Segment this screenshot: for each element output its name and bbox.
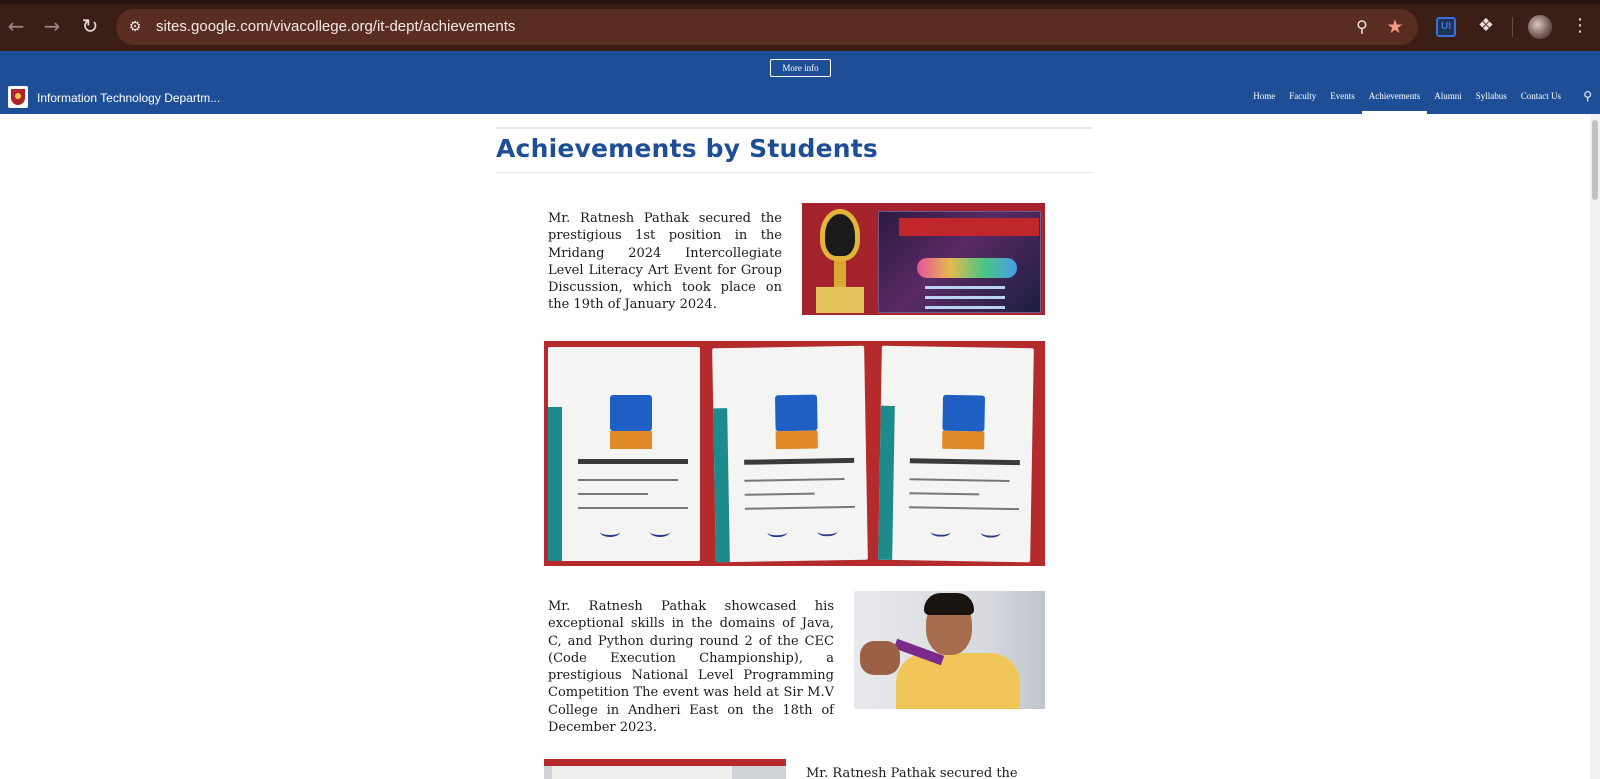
certificate-title xyxy=(578,459,688,464)
extension-ui-icon[interactable]: UI xyxy=(1436,17,1456,37)
mridang-logo xyxy=(917,258,1017,278)
certificate-line xyxy=(578,493,648,495)
more-info-button[interactable]: More info xyxy=(770,59,831,77)
college-logo[interactable] xyxy=(8,86,28,108)
certificate-line xyxy=(925,296,1005,299)
certificate-title xyxy=(744,458,854,465)
kebab-menu-icon[interactable]: ⋮ xyxy=(1571,15,1589,36)
cec-logo xyxy=(942,395,985,432)
extensions-puzzle-icon[interactable]: ❖ xyxy=(1477,15,1495,36)
certificate-line xyxy=(744,478,844,482)
site-info-icon[interactable]: ⚙ xyxy=(128,19,142,35)
zoom-icon[interactable]: ⚲ xyxy=(1356,17,1368,36)
achievement-text-cec: Mr. Ratnesh Pathak showcased his exceptional skills in the domains of Java, C, and Python during round 2 of the CEC (Code Execution Championship), a prestigious National Level Programming Competition The event was held at Sir M.V College in Andheri East on the 18th of December 2023. xyxy=(548,599,834,736)
browser-toolbar xyxy=(0,0,1600,51)
page-title: Achievements by Students xyxy=(496,134,879,163)
certificate-paper xyxy=(552,766,732,779)
certificate-band xyxy=(899,218,1039,236)
signature xyxy=(650,527,670,537)
signature xyxy=(767,527,787,537)
certificate-line xyxy=(925,286,1005,289)
search-icon[interactable]: ⚲ xyxy=(1583,89,1592,103)
site-header xyxy=(0,51,1600,114)
cec-certificate xyxy=(878,346,1034,563)
certificate-line xyxy=(745,506,855,510)
reload-icon[interactable]: ↻ xyxy=(81,14,99,38)
portrait-hair xyxy=(924,593,974,615)
profile-avatar[interactable] xyxy=(1528,15,1552,39)
certificate-line xyxy=(578,479,678,481)
cec-logo-band xyxy=(776,431,818,450)
certificate-stripe xyxy=(713,408,730,562)
signature xyxy=(981,527,1001,537)
trophy-certificate-image xyxy=(802,203,1045,315)
trophy-base xyxy=(816,287,864,313)
site-title[interactable]: Information Technology Departm... xyxy=(37,91,221,105)
cec-logo xyxy=(610,395,652,431)
certificate-stripe xyxy=(878,406,895,560)
nav-events[interactable]: Events xyxy=(1330,91,1355,101)
cec-certificate xyxy=(548,347,700,561)
certificate-line xyxy=(578,507,688,509)
cec-certificates-image xyxy=(544,341,1045,566)
image-top-strip xyxy=(544,759,786,766)
nav-alumni[interactable]: Alumni xyxy=(1434,91,1462,101)
mridang-certificate xyxy=(878,211,1041,313)
certificate-image-partial xyxy=(544,759,786,779)
cec-certificate xyxy=(712,346,868,563)
logo-shield xyxy=(11,89,25,105)
trophy-graphic xyxy=(810,209,872,313)
cec-logo-band xyxy=(610,431,652,449)
achievement-text-partial: Mr. Ratnesh Pathak secured the xyxy=(806,766,1018,779)
forward-arrow-icon[interactable]: → xyxy=(43,14,61,38)
certificate-line xyxy=(745,493,815,496)
signature xyxy=(600,527,620,537)
toolbar-divider xyxy=(1512,17,1513,37)
achievement-text-mridang: Mr. Ratnesh Pathak secured the prestigious 1st position in the Mridang 2024 Intercollegiate Level Literacy Art Event for Group Discussion, which took place on the 19th of January 2024. xyxy=(548,211,782,313)
site-navigation xyxy=(1246,91,1568,114)
scrollbar-thumb[interactable] xyxy=(1592,120,1598,200)
nav-home[interactable]: Home xyxy=(1253,91,1276,101)
url-text[interactable]: sites.google.com/vivacollege.org/it-dept/achievements xyxy=(156,18,516,35)
tab-strip xyxy=(0,0,1600,4)
portrait-hand-with-medal xyxy=(860,641,900,675)
portrait-shirt xyxy=(896,653,1020,709)
trophy-stem xyxy=(834,261,846,287)
signature xyxy=(817,526,837,536)
signature xyxy=(931,527,951,537)
section-divider-bottom xyxy=(496,172,1092,173)
cec-logo-band xyxy=(942,431,984,450)
page-scrollbar[interactable] xyxy=(1590,114,1600,779)
bookmark-star-icon[interactable]: ★ xyxy=(1386,16,1404,38)
cec-logo xyxy=(775,395,818,432)
trophy-cup xyxy=(820,209,860,261)
address-bar[interactable] xyxy=(116,9,1418,45)
certificate-line xyxy=(910,478,1010,482)
section-divider-top xyxy=(496,127,1092,129)
certificate-stripe xyxy=(548,407,562,561)
nav-achievements[interactable]: Achievements xyxy=(1362,91,1427,114)
nav-contact-us[interactable]: Contact Us xyxy=(1520,91,1561,101)
certificate-title xyxy=(910,458,1020,465)
student-portrait-image xyxy=(854,591,1045,709)
certificate-line xyxy=(909,492,979,495)
certificate-line xyxy=(909,506,1019,510)
nav-faculty[interactable]: Faculty xyxy=(1289,91,1317,101)
back-arrow-icon[interactable]: ← xyxy=(7,14,25,38)
nav-syllabus[interactable]: Syllabus xyxy=(1475,91,1507,101)
certificate-line xyxy=(925,306,1005,309)
